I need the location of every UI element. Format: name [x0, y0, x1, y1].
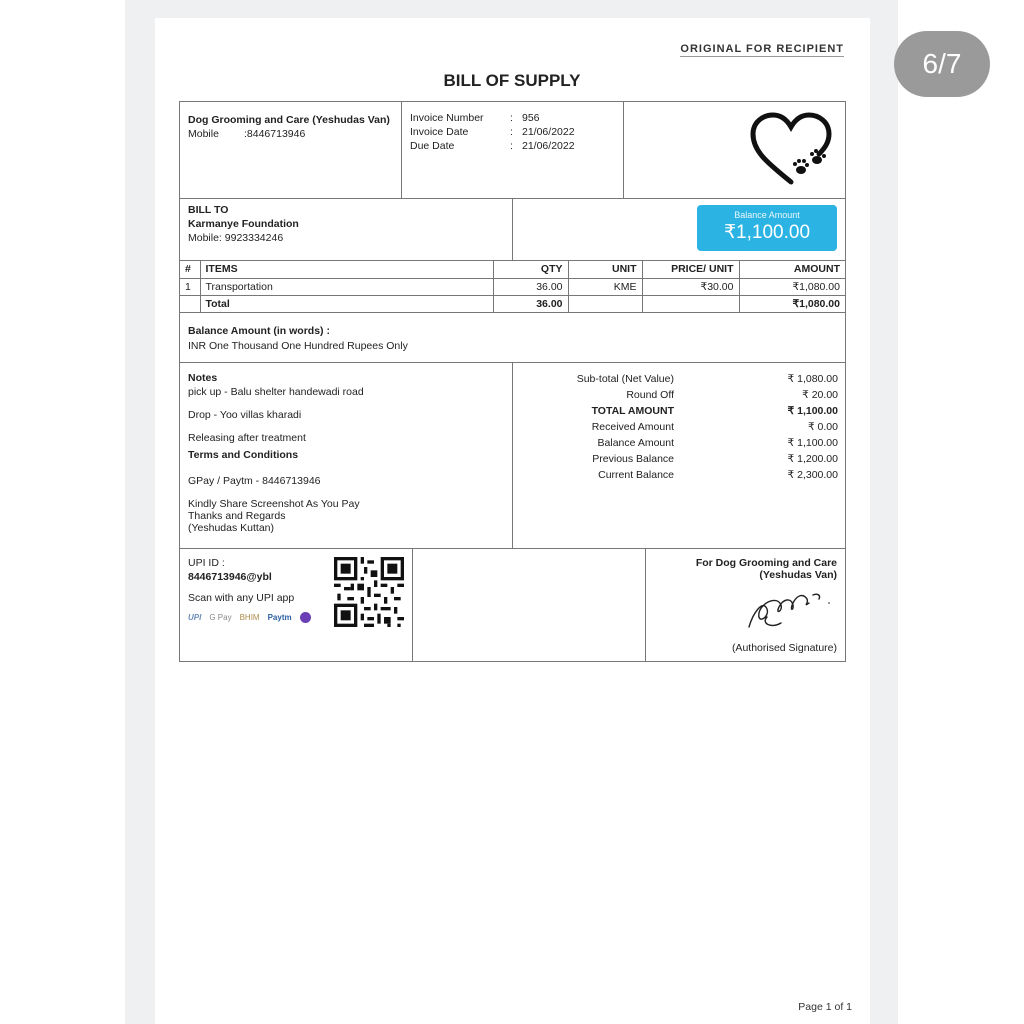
table-row	[180, 278, 845, 295]
item-qty: 36.00	[493, 278, 568, 295]
item-no: 1	[180, 278, 200, 295]
authorised-signature-caption: (Authorised Signature)	[731, 642, 837, 654]
summary-value: ₹ 1,080.00	[787, 373, 838, 385]
separator: :	[510, 126, 513, 138]
totals-block	[513, 363, 845, 548]
notes-heading: Notes	[188, 372, 218, 384]
total-label: Total	[200, 295, 493, 312]
col-header: ITEMS	[200, 261, 493, 278]
balance-card-value: ₹1,100.00	[723, 222, 811, 243]
summary-label: Received Amount	[591, 421, 674, 433]
summary-value: ₹ 1,200.00	[787, 453, 838, 465]
phonepe-logo-icon	[300, 612, 311, 623]
invoice-date: 21/06/2022	[522, 126, 575, 138]
col-header: PRICE/ UNIT	[642, 261, 739, 278]
total-row	[180, 295, 845, 312]
col-header: QTY	[493, 261, 568, 278]
total-amount: ₹1,080.00	[792, 297, 840, 310]
summary-label: Sub-total (Net Value)	[576, 373, 674, 385]
summary-label: TOTAL AMOUNT	[591, 405, 674, 417]
note-line: pick up - Balu shelter handewadi road	[188, 386, 364, 398]
note-line: Releasing after treatment	[188, 432, 306, 444]
signature-for-line: (Yeshudas Van)	[759, 569, 837, 581]
page-number: Page 1 of 1	[798, 1001, 852, 1013]
amount-words-value: INR One Thousand One Hundred Rupees Only	[188, 340, 408, 352]
terms-line: Kindly Share Screenshot As You Pay	[188, 498, 360, 510]
summary-label: Balance Amount	[597, 437, 674, 449]
col-header: #	[180, 261, 200, 278]
terms-line: Thanks and Regards	[188, 510, 286, 522]
bill-to-heading: BILL TO	[188, 204, 229, 216]
summary-value: ₹ 20.00	[802, 389, 838, 401]
terms-heading: Terms and Conditions	[188, 449, 299, 461]
due-date: 21/06/2022	[522, 140, 575, 152]
document-title: BILL OF SUPPLY	[443, 71, 581, 90]
upi-label: UPI ID :	[188, 557, 225, 569]
payment-signature-row	[180, 549, 845, 661]
upi-block	[180, 549, 413, 661]
logo-block	[624, 102, 845, 198]
bill-to-mobile: Mobile: 9923334246	[188, 232, 284, 244]
signature-block	[646, 549, 845, 661]
balance-card-cell	[513, 199, 845, 260]
seller-block	[180, 102, 402, 198]
items-table	[180, 261, 845, 312]
separator: :	[510, 140, 513, 152]
summary-value: ₹ 2,300.00	[787, 469, 838, 481]
amount-words-row	[180, 313, 845, 363]
summary-label: Previous Balance	[592, 453, 674, 465]
item-amount: ₹1,080.00	[739, 278, 845, 295]
qr-code-icon[interactable]	[334, 557, 404, 627]
notes-block	[180, 363, 513, 548]
invoice-date-label: Invoice Date	[410, 126, 469, 138]
invoice-number-label: Invoice Number	[410, 112, 484, 124]
amount-words-label: Balance Amount (in words) :	[188, 325, 330, 337]
paytm-logo-icon: Paytm	[267, 613, 292, 622]
bill-to-name: Karmanye Foundation	[188, 218, 299, 230]
handwritten-signature-icon	[737, 583, 837, 635]
blank-cell	[413, 549, 646, 661]
summary-value: ₹ 0.00	[807, 421, 838, 433]
image-counter-badge[interactable]: 6/7	[894, 31, 990, 97]
balance-card-label: Balance Amount	[734, 210, 800, 220]
gpay-logo-icon: G Pay	[209, 613, 232, 622]
col-header: AMOUNT	[739, 261, 845, 278]
item-unit: KME	[568, 278, 642, 295]
terms-line: GPay / Paytm - 8446713946	[188, 475, 321, 487]
notes-totals-row	[180, 363, 845, 549]
upi-logo-icon: UPI	[188, 613, 202, 622]
totals-summary	[521, 373, 838, 481]
note-line: Drop - Yoo villas kharadi	[188, 409, 302, 421]
header-row	[180, 102, 845, 199]
heart-paw-logo-icon	[749, 112, 833, 188]
summary-value: ₹ 1,100.00	[787, 405, 838, 417]
bill-to-row	[180, 199, 845, 261]
invoice-number: 956	[522, 112, 540, 124]
summary-label: Round Off	[626, 389, 674, 401]
seller-mobile: :8446713946	[244, 128, 306, 140]
items-header-row	[180, 261, 845, 278]
total-qty: 36.00	[493, 295, 568, 312]
separator: :	[510, 112, 513, 124]
seller-mobile-label: Mobile	[188, 128, 219, 140]
balance-amount-card	[697, 205, 837, 251]
seller-name: Dog Grooming and Care (Yeshudas Van)	[188, 114, 390, 126]
items-row	[180, 261, 845, 313]
terms-line: (Yeshudas Kuttan)	[188, 522, 275, 534]
due-date-label: Due Date	[410, 140, 455, 152]
item-name: Transportation	[200, 278, 493, 295]
summary-label: Current Balance	[598, 469, 674, 481]
upi-scan-text: Scan with any UPI app	[188, 592, 295, 604]
bill-to-block	[180, 199, 513, 260]
invoice-meta	[402, 102, 624, 198]
col-header: UNIT	[568, 261, 642, 278]
invoice-sheet	[179, 101, 846, 662]
summary-value: ₹ 1,100.00	[787, 437, 838, 449]
item-price: ₹30.00	[642, 278, 739, 295]
amount-words-block	[180, 313, 845, 362]
original-for-recipient-label: ORIGINAL FOR RECIPIENT	[680, 43, 844, 55]
signature-for-line: For Dog Grooming and Care	[695, 557, 837, 569]
bhim-logo-icon: BHIM	[239, 613, 260, 622]
upi-id: 8446713946@ybl	[188, 571, 272, 583]
